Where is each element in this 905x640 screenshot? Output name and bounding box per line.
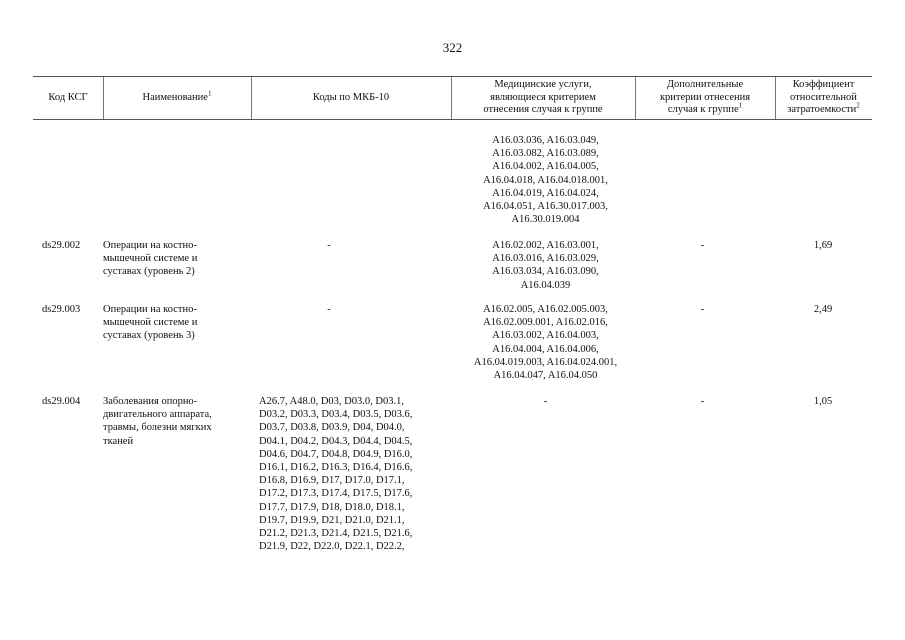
header-mkb: Коды по МКБ-10	[312, 91, 390, 103]
cell-coefficient: 1,05	[813, 396, 833, 407]
cell-mkb: -	[327, 240, 331, 251]
table-row	[33, 303, 872, 395]
cell-name: Заболевания опорно- двигательного аппарата, травмы, болезни мягких тканей	[103, 396, 212, 447]
cell-mkb: -	[327, 304, 331, 315]
cell-additional: -	[700, 304, 705, 315]
header-additional: Дополнительные критерии отнесения случая к группе$^1$	[659, 79, 751, 116]
header-code: Код КСГ	[48, 91, 88, 103]
cell-additional: -	[700, 240, 705, 251]
table-row	[33, 395, 872, 575]
cell-coefficient: 1,69	[813, 240, 833, 251]
cell-services: A16.02.005, A16.02.005.003, A16.02.009.001, A16.02.016, A16.03.002, A16.04.003, A16.04.004, A16.04.006, A16.04.019.003, A16.04.024.001, A16.04.047, A16.04.050	[473, 304, 618, 382]
cell-code: ds29.002	[42, 240, 81, 251]
table-row	[33, 134, 872, 231]
cell-mkb: A26.7, A48.0, D03, D03.0, D03.1, D03.2, D03.3, D03.4, D03.5, D03.6, D03.7, D03.8, D03.9, D04, D04.0, D04.1, D04.2, D04.3, D04.4, D04.5, D04.6, D04.7, D04.8, D04.9, D16.0, D16.1, D16.2, D16.3, D16.4, D16.6, D16.8, D16.9, D17, D17.0, D17.1, D17.2, D17.3, D17.4, D17.5, D17.6, D17.7, D17.9, D18, D18.0, D18.1, D19.7, D19.9, D21, D21.0, D21.1, D21.2, D21.3, D21.4, D21.5, D21.6, D21.9, D22, D22.0, D22.1, D22.2,	[259, 396, 413, 553]
cell-name: Операции на костно- мышечной системе и суставах (уровень 2)	[103, 240, 198, 278]
cell-additional: -	[700, 396, 705, 407]
ksg-table	[33, 76, 872, 553]
cell-code: ds29.004	[42, 396, 81, 407]
cell-services: -	[543, 396, 548, 407]
header-coefficient: Коэффициент относительной затратоемкости$^2$	[787, 79, 860, 116]
cell-name: Операции на костно- мышечной системе и суставах (уровень 3)	[103, 304, 198, 342]
table-body	[33, 120, 872, 553]
table-header	[33, 76, 872, 120]
header-services: Медицинские услуги, являющиеся критерием отнесения случая к группе	[483, 79, 603, 116]
cell-coefficient: 2,49	[813, 304, 833, 315]
table-row	[33, 239, 872, 303]
cell-services: A16.02.002, A16.03.001, A16.03.016, A16.03.029, A16.03.034, A16.03.090, A16.04.039	[492, 240, 599, 291]
cell-code: ds29.003	[42, 304, 81, 315]
header-name: Наименование$^1$	[142, 89, 212, 103]
cell-services: A16.03.036, A16.03.049, A16.03.082, A16.03.089, A16.04.002, A16.04.005, A16.04.018, A16.04.018.001, A16.04.019, A16.04.024, A16.04.051, A16.30.017.003, A16.30.019.004	[483, 135, 608, 226]
page-number: 322	[442, 40, 463, 55]
